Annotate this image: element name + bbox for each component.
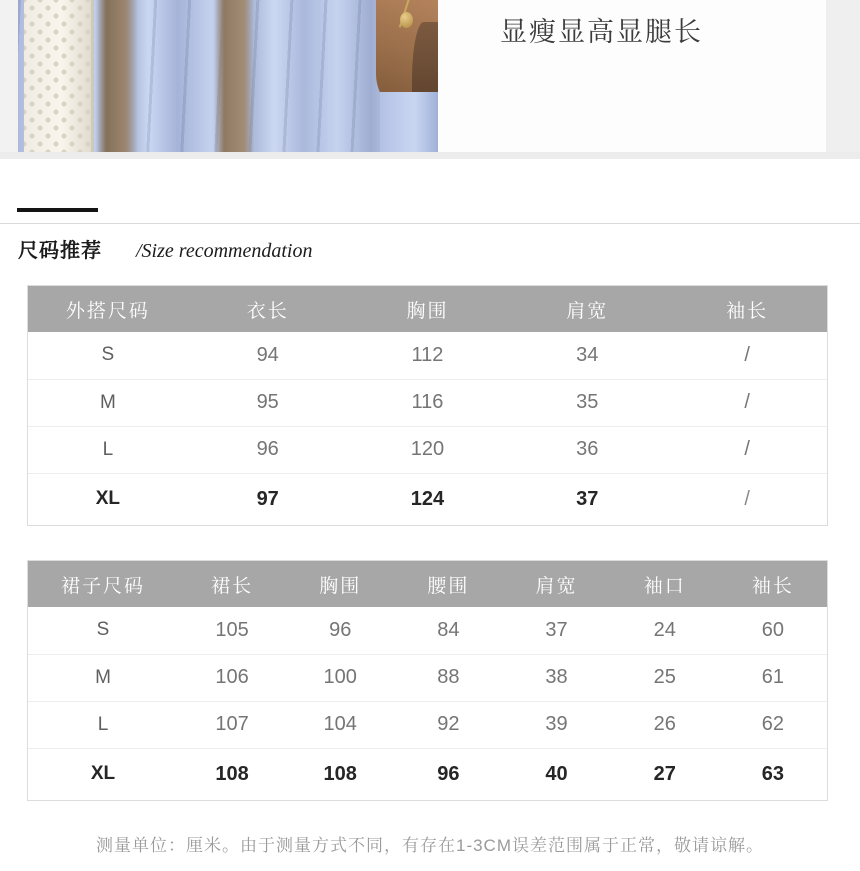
column-header: 腰围 (394, 561, 502, 607)
table-row (28, 654, 827, 701)
section-title-en: /Size recommendation (136, 240, 313, 262)
section-title (18, 234, 312, 263)
cell: 124 (348, 473, 508, 525)
cell: 96 (394, 748, 502, 800)
table-row (28, 701, 827, 748)
cell: / (667, 473, 827, 525)
table-header-row (28, 286, 827, 332)
table-row (28, 748, 827, 800)
size-label: M (28, 654, 178, 701)
column-header: 裙子尺码 (28, 561, 178, 607)
title-accent-rule (17, 208, 98, 212)
table-row (28, 332, 827, 379)
page-gutter-right (826, 0, 860, 152)
column-header: 衣长 (188, 286, 348, 332)
measurement-note: 测量单位：厘米。由于测量方式不同，有存在1-3CM误差范围属于正常，敬请谅解。 (95, 836, 764, 855)
column-header: 袖长 (719, 561, 827, 607)
cell: 26 (611, 701, 719, 748)
cell: 60 (761, 618, 785, 641)
cell: 96 (188, 426, 348, 473)
cell: 63 (719, 748, 827, 800)
product-photo (18, 0, 438, 152)
table-row (28, 379, 827, 426)
cell: 27 (611, 748, 719, 800)
cell: 94 (256, 343, 279, 366)
size-label: XL (28, 473, 188, 525)
cell: 97 (188, 473, 348, 525)
column-header: 胸围 (286, 561, 394, 607)
cell: 108 (178, 748, 286, 800)
outer-size-table (27, 285, 828, 526)
cell: / (667, 379, 827, 426)
cell: 95 (188, 379, 348, 426)
cell: / (744, 343, 750, 366)
cell: 38 (502, 654, 610, 701)
size-label: M (28, 379, 188, 426)
cell: 106 (178, 654, 286, 701)
hero-text-panel (438, 0, 826, 152)
background-gap (214, 0, 254, 152)
skirt-size-table (27, 560, 828, 801)
cell: 39 (502, 701, 610, 748)
hero-headline: 显瘦显高显腿长 (500, 17, 703, 47)
table-row (28, 426, 827, 473)
cell: 120 (348, 426, 508, 473)
cell: 105 (215, 618, 249, 641)
cell: / (667, 426, 827, 473)
hero-section (0, 0, 860, 152)
cell: 35 (507, 379, 667, 426)
cell: 96 (329, 618, 352, 641)
cell: 116 (348, 379, 508, 426)
section-title-zh: 尺码推荐 (18, 240, 102, 262)
cell: 112 (411, 343, 444, 366)
cell: 88 (394, 654, 502, 701)
cell: 36 (507, 426, 667, 473)
column-header: 袖长 (667, 286, 827, 332)
necklace-pendant (400, 12, 413, 28)
column-header: 肩宽 (507, 286, 667, 332)
size-label: XL (28, 748, 178, 800)
table-header-row (28, 561, 827, 607)
cell: 104 (286, 701, 394, 748)
cell: 62 (719, 701, 827, 748)
cell: 108 (286, 748, 394, 800)
cell: 92 (394, 701, 502, 748)
blue-fabric-pocket (380, 92, 438, 152)
cell: 61 (719, 654, 827, 701)
size-label: L (28, 426, 188, 473)
cell: 34 (576, 343, 599, 366)
cell: 84 (437, 618, 460, 641)
cell: 37 (507, 473, 667, 525)
cell: 100 (286, 654, 394, 701)
table-row (28, 473, 827, 525)
size-label: S (96, 619, 110, 641)
cell: 37 (545, 618, 568, 641)
section-separator-band (0, 152, 860, 159)
size-label: L (28, 701, 178, 748)
column-header: 肩宽 (502, 561, 610, 607)
cell: 24 (653, 618, 676, 641)
column-header: 外搭尺码 (28, 286, 188, 332)
horizontal-divider (0, 223, 860, 224)
size-label: S (101, 344, 115, 366)
column-header: 袖口 (611, 561, 719, 607)
cell: 40 (502, 748, 610, 800)
column-header: 胸围 (348, 286, 508, 332)
cell: 25 (611, 654, 719, 701)
cell: 107 (178, 701, 286, 748)
white-eyelet-garment (24, 0, 94, 152)
background-gap (96, 0, 138, 152)
table-row (28, 607, 827, 654)
page-gutter-left (0, 0, 18, 152)
column-header: 裙长 (178, 561, 286, 607)
